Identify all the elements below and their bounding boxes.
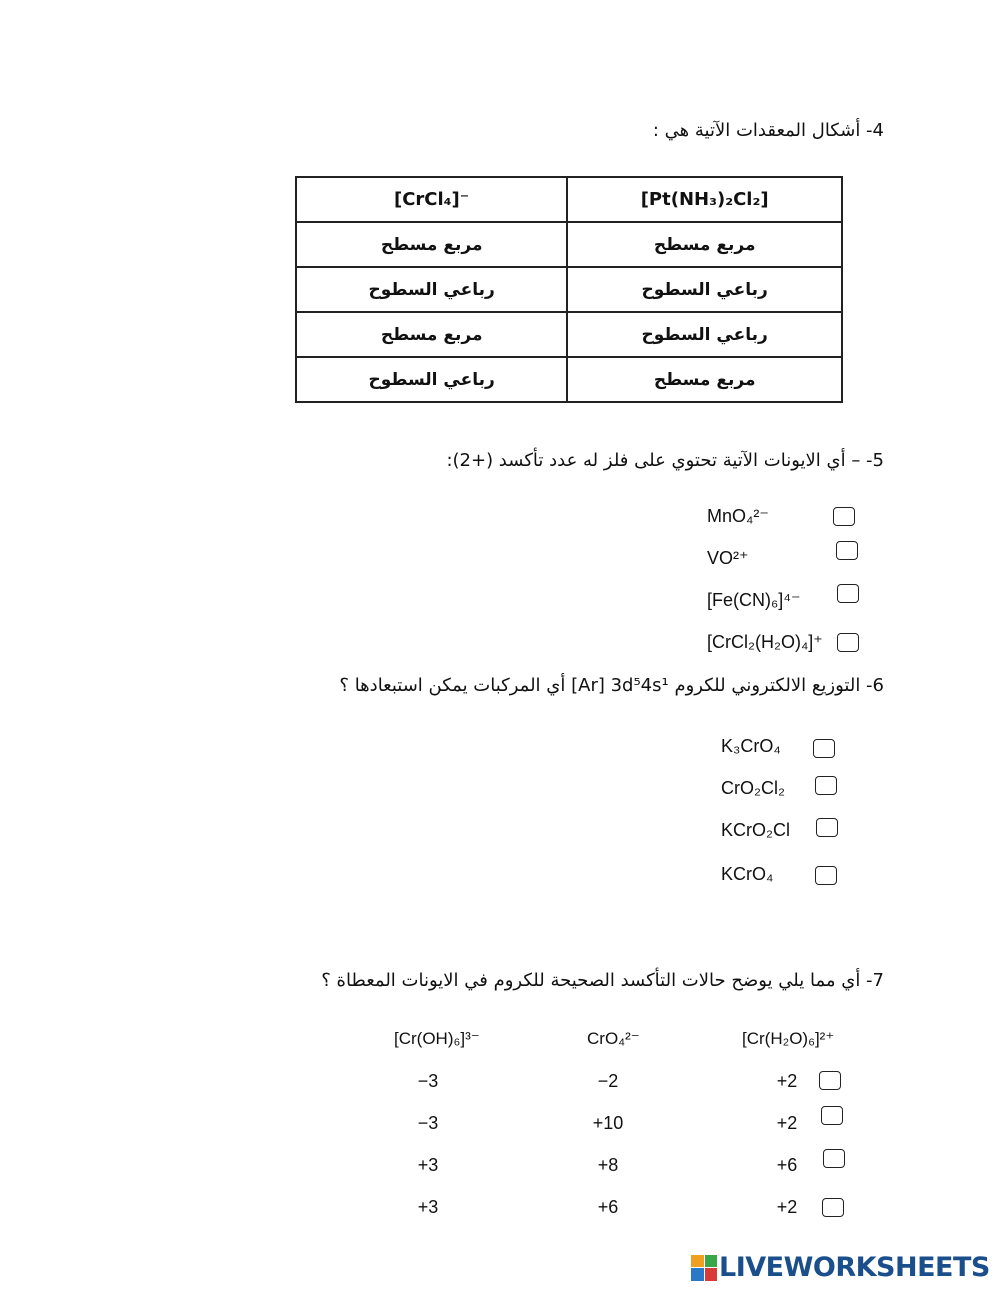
q5-option-3: [Fe(CN)₆]⁴⁻	[707, 590, 801, 610]
logo-mark-icon	[691, 1255, 717, 1281]
cell-crcl4: رباعي السطوح	[296, 267, 567, 312]
q5-option-1: MnO₄²⁻	[707, 506, 769, 526]
q7-value: −3	[417, 1113, 439, 1133]
q6-checkbox-3[interactable]	[816, 818, 838, 837]
q7-value: +3	[417, 1197, 439, 1217]
table-row[interactable]	[296, 357, 842, 402]
q7-header-cro4: CrO₄²⁻	[587, 1029, 640, 1048]
table-row[interactable]	[296, 312, 842, 357]
q6-checkbox-1[interactable]	[813, 739, 835, 758]
table-header-row	[296, 177, 842, 222]
q6-checkbox-4[interactable]	[815, 866, 837, 885]
cell-pt: مربع مسطح	[567, 357, 842, 402]
cell-pt: رباعي السطوح	[567, 267, 842, 312]
cell-crcl4: مربع مسطح	[296, 312, 567, 357]
header-crcl4: [CrCl₄]⁻	[296, 177, 567, 222]
q5-title: 5- – أي الايونات الآتية تحتوي على فلز له عدد تأكسد (+2):	[446, 450, 884, 471]
header-pt-complex: [Pt(NH₃)₂Cl₂]	[567, 177, 842, 222]
q6-option-1: K₃CrO₄	[721, 736, 781, 756]
q7-value: +2	[776, 1197, 798, 1217]
q6-title-prefix: 6- التوزيع الالكتروني للكروم	[674, 675, 884, 696]
q7-value: −3	[417, 1071, 439, 1091]
q7-value: +6	[776, 1155, 798, 1175]
q6-option-3: KCrO₂Cl	[721, 820, 790, 840]
q5-option-4: [CrCl₂(H₂O)₄]⁺	[707, 632, 823, 652]
cell-pt: رباعي السطوح	[567, 312, 842, 357]
q7-checkbox-2[interactable]	[821, 1106, 843, 1125]
q7-value: +2	[776, 1113, 798, 1133]
q7-value: +6	[597, 1197, 619, 1217]
q7-value: −2	[597, 1071, 619, 1091]
table-row[interactable]	[296, 222, 842, 267]
q7-header-cr-h2o6: [Cr(H₂O)₆]²⁺	[742, 1029, 835, 1048]
q5-option-2: VO²⁺	[707, 548, 749, 568]
cell-crcl4: مربع مسطح	[296, 222, 567, 267]
q7-value: +10	[592, 1113, 624, 1133]
q6-title	[339, 675, 884, 696]
q6-option-4: KCrO₄	[721, 864, 774, 884]
cell-crcl4: رباعي السطوح	[296, 357, 567, 402]
q7-checkbox-4[interactable]	[822, 1198, 844, 1217]
cell-pt: مربع مسطح	[567, 222, 842, 267]
q4-title: 4- أشكال المعقدات الآتية هي :	[652, 120, 884, 141]
table-row[interactable]	[296, 267, 842, 312]
q7-title: 7- أي مما يلي يوضح حالات التأكسد الصحيحة للكروم في الايونات المعطاة ؟	[321, 970, 884, 991]
q6-checkbox-2[interactable]	[815, 776, 837, 795]
q7-checkbox-1[interactable]	[819, 1071, 841, 1090]
q6-option-2: CrO₂Cl₂	[721, 778, 785, 798]
q5-checkbox-1[interactable]	[833, 507, 855, 526]
q6-title-suffix: أي المركبات يمكن استبعادها ؟	[339, 675, 566, 696]
q7-value: +2	[776, 1071, 798, 1091]
q5-checkbox-3[interactable]	[837, 584, 859, 603]
q5-checkbox-2[interactable]	[836, 541, 858, 560]
logo-text: LIVEWORKSHEETS	[719, 1252, 990, 1283]
q7-value: +8	[597, 1155, 619, 1175]
q7-header-cr-oh6: [Cr(OH)₆]³⁻	[394, 1029, 480, 1048]
q7-value: +3	[417, 1155, 439, 1175]
q7-checkbox-3[interactable]	[823, 1149, 845, 1168]
q5-checkbox-4[interactable]	[837, 633, 859, 652]
liveworksheets-logo[interactable]	[691, 1252, 990, 1283]
q4-shapes-table	[295, 176, 843, 403]
q6-electron-config: [Ar] 3d⁵4s¹	[571, 675, 669, 696]
